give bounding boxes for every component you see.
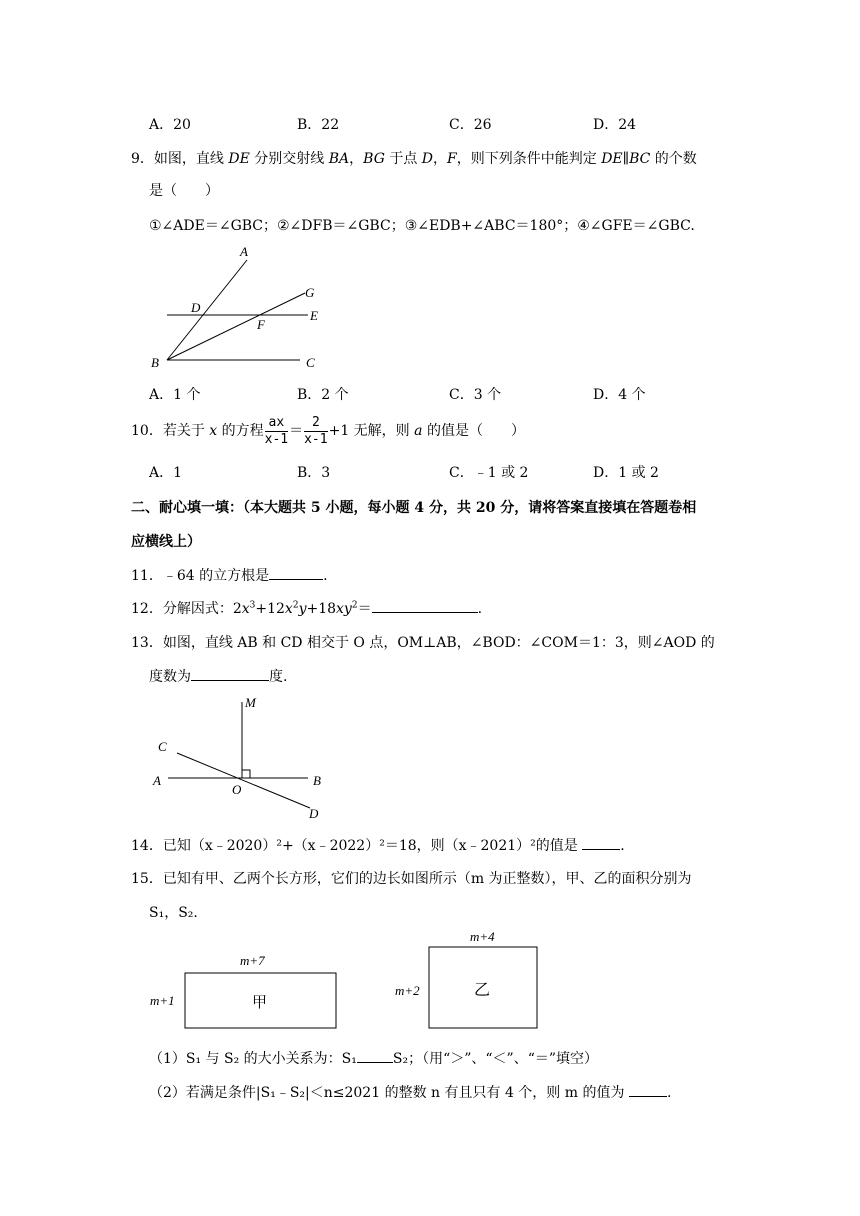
rect-jia-left-label: m+1 bbox=[150, 993, 175, 1008]
label-A: A bbox=[153, 773, 161, 788]
q13-figure bbox=[140, 690, 340, 825]
q8-option-b: B．22 bbox=[297, 117, 340, 133]
q13-answer-blank bbox=[191, 668, 269, 681]
q9-option-a: A．1 个 bbox=[149, 387, 201, 403]
q10-stem: 10．若关于 x 的方程 $\frac{ax}{x-1}$ ＝ $\frac{2}{x-1}$ +1 无解，则 a 的值是（ ） bbox=[131, 414, 525, 447]
q8-option-a: A．20 bbox=[149, 117, 191, 133]
q9-figure bbox=[140, 240, 340, 375]
rect-yi-top-label: m+4 bbox=[470, 929, 495, 944]
label-D: D bbox=[191, 300, 201, 315]
label-F: F bbox=[257, 317, 265, 332]
rect-yi-left-label: m+2 bbox=[395, 983, 420, 998]
q9-stem-line1: 9．如图，直线 DE 分别交射线 BA，BG 于点 D，F，则下列条件中能判定 DE∥BC 的个数 bbox=[131, 151, 697, 167]
q15-stem-line2: S₁，S₂. bbox=[149, 905, 198, 921]
q10-option-a: A．1 bbox=[149, 465, 183, 481]
label-M: M bbox=[245, 695, 256, 710]
label-C: C bbox=[158, 739, 167, 754]
q8-option-d: D．24 bbox=[593, 117, 637, 133]
q10-option-d: D．1 或 2 bbox=[593, 465, 659, 481]
label-B: B bbox=[151, 355, 159, 370]
q15-part2: （2）若满足条件|S₁﹣S₂|＜n≤2021 的整数 n 有且只有 4 个，则 m 的值为 . bbox=[149, 1085, 672, 1101]
label-G: G bbox=[305, 285, 315, 300]
label-E: E bbox=[310, 308, 318, 323]
q15-figure bbox=[140, 925, 560, 1035]
section2-heading-line2: 应横线上） bbox=[131, 534, 201, 550]
q10-fraction-2: $\frac{2}{x-1}$ bbox=[304, 414, 328, 447]
q14: 14．已知（x﹣2020）²+（x﹣2022）²＝18，则（x﹣2021）²的值是 . bbox=[131, 838, 625, 854]
rect-jia-top-label: m+7 bbox=[240, 953, 265, 968]
label-A: A bbox=[240, 244, 248, 259]
q9-conditions: ①∠ADE＝∠GBC；②∠DFB＝∠GBC；③∠EDB+∠ABC＝180°；④∠GFE＝∠GBC. bbox=[149, 218, 695, 234]
q15-part1-blank bbox=[357, 1050, 393, 1063]
q10-fraction-1: $\frac{ax}{x-1}$ bbox=[264, 414, 289, 447]
q15-stem-line1: 15．已知有甲、乙两个长方形，它们的边长如图所示（m 为正整数），甲、乙的面积分别为 bbox=[131, 871, 692, 887]
q9-option-b: B．2 个 bbox=[297, 387, 349, 403]
rect-jia-name: 甲 bbox=[252, 995, 268, 1011]
q15-part1: （1）S₁ 与 S₂ 的大小关系为：S₁ S₂；（用“＞”、“＜”、“＝”填空） bbox=[149, 1051, 599, 1067]
q10-option-b: B．3 bbox=[297, 465, 331, 481]
label-O: O bbox=[232, 782, 242, 797]
q13-stem-line1: 13．如图，直线 AB 和 CD 相交于 O 点，OM⊥AB，∠BOD：∠COM＝1：3，则∠AOD 的 bbox=[131, 635, 715, 651]
q11: 11．﹣64 的立方根是 . bbox=[131, 568, 328, 584]
q10-option-c: C．﹣1 或 2 bbox=[449, 465, 529, 481]
q15-part2-blank bbox=[629, 1084, 667, 1097]
q13-stem-line2: 度数为 度. bbox=[149, 669, 288, 685]
q9-stem-line2: 是（ ） bbox=[149, 183, 219, 199]
rect-yi-name: 乙 bbox=[474, 982, 491, 999]
label-D: D bbox=[309, 806, 319, 821]
q11-answer-blank bbox=[269, 567, 323, 580]
q12-answer-blank bbox=[372, 600, 478, 613]
q14-answer-blank bbox=[582, 837, 620, 850]
q9-option-d: D．4 个 bbox=[593, 387, 646, 403]
label-C: C bbox=[306, 355, 315, 370]
section2-heading-line1: 二、耐心填一填：（本大题共 5 小题，每小题 4 分，共 20 分，请将答案直接填在答题卷相 bbox=[131, 500, 697, 516]
q8-option-c: C．26 bbox=[449, 117, 492, 133]
label-B: B bbox=[313, 773, 321, 788]
q12: 12．分解因式：$2x^3+12x^2y+18xy^2=$ . bbox=[131, 600, 483, 617]
q9-option-c: C．3 个 bbox=[449, 387, 502, 403]
